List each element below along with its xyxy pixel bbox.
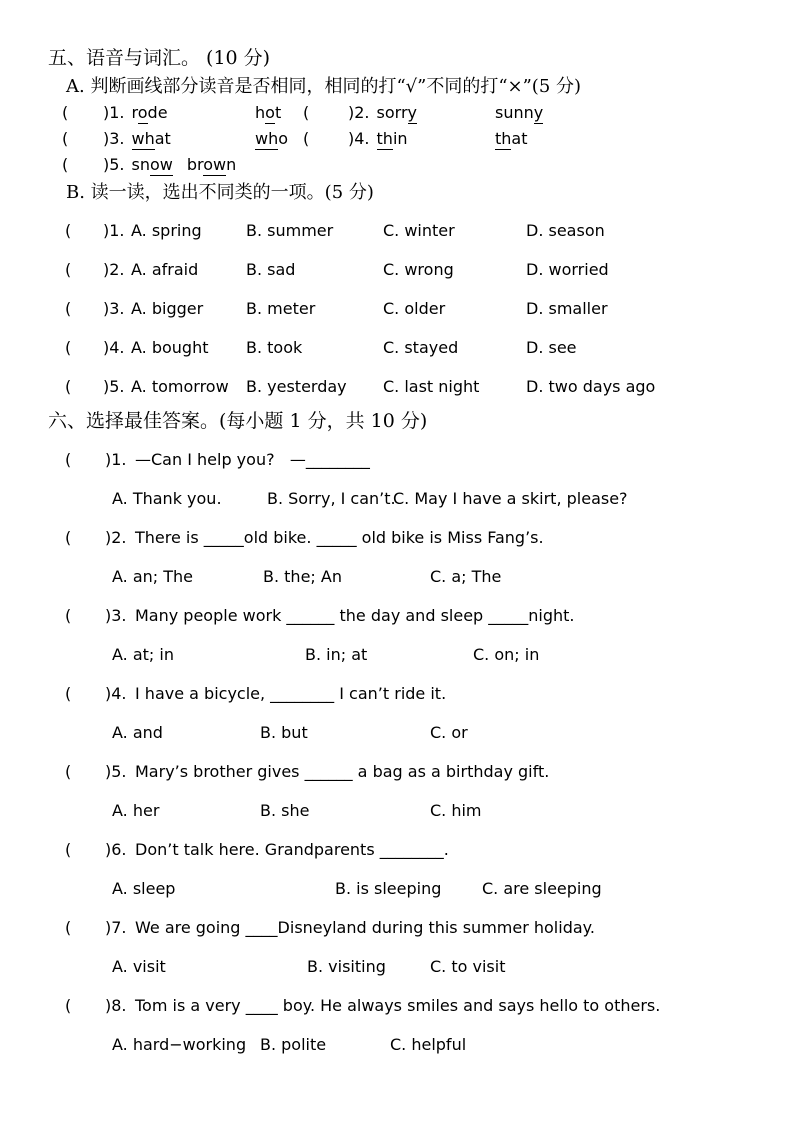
option-a: A. tomorrow <box>131 377 229 396</box>
question-number: )8. <box>105 996 127 1015</box>
word-part-underlined: th <box>376 129 393 148</box>
phonics-word <box>132 155 173 176</box>
word-part: de <box>147 103 168 122</box>
phonics-word <box>495 129 528 148</box>
phonics-item <box>348 129 495 148</box>
options-row <box>0 791 793 830</box>
option-a: A. bought <box>131 338 209 357</box>
question-text: —Can I help you? —________ <box>135 450 370 469</box>
answer-paren: ( <box>65 221 72 240</box>
phonics-item <box>103 155 173 174</box>
option-d: D. two days ago <box>526 377 656 396</box>
phonics-word <box>255 103 303 122</box>
question-text: We are going ____Disneyland during this summer holiday. <box>135 918 595 937</box>
question-row <box>0 596 793 635</box>
options-row <box>0 635 793 674</box>
word-part-underlined: wh <box>131 129 155 148</box>
word-part-underlined: o <box>137 103 148 122</box>
question-number: )5. <box>105 762 127 781</box>
word-part: sunn <box>495 103 534 122</box>
question-number: )4. <box>348 129 370 148</box>
word-part: br <box>186 155 204 174</box>
option-a: A. an; The <box>112 567 194 586</box>
question-row <box>0 986 793 1025</box>
answer-paren: ( <box>65 528 72 547</box>
answer-paren: ( <box>65 260 72 279</box>
option-c: C. older <box>383 299 446 318</box>
phonics-word <box>132 103 168 124</box>
option-b: B. polite <box>260 1035 327 1054</box>
multiple-choice-section <box>0 440 793 1064</box>
phonics-word <box>377 129 408 150</box>
option-a: A. her <box>112 801 160 820</box>
phonics-word <box>377 103 417 124</box>
question-row <box>0 752 793 791</box>
option-d: D. season <box>526 221 605 240</box>
question-row <box>0 674 793 713</box>
option-a: A. sleep <box>112 879 176 898</box>
word-part-underlined: y <box>407 103 417 122</box>
category-row <box>0 250 793 289</box>
answer-paren: ( <box>65 996 72 1015</box>
question-text: Mary’s brother gives ______ a bag as a birthday gift. <box>135 762 550 781</box>
question-text: There is _____old bike. _____ old bike is Miss Fang’s. <box>135 528 544 547</box>
option-c: C. or <box>430 723 468 742</box>
option-c: C. are sleeping <box>482 879 602 898</box>
word-part-underlined: th <box>495 129 512 148</box>
word-part-underlined: o <box>265 103 275 122</box>
question-row <box>0 518 793 557</box>
question-row <box>0 908 793 947</box>
options-row <box>0 479 793 518</box>
option-a: A. at; in <box>112 645 174 664</box>
option-b: B. the; An <box>263 567 342 586</box>
option-c: C. helpful <box>390 1035 467 1054</box>
option-b: B. visiting <box>307 957 386 976</box>
category-row <box>0 211 793 250</box>
option-b: B. in; at <box>305 645 368 664</box>
phonics-item <box>103 103 255 122</box>
option-b: B. she <box>260 801 310 820</box>
question-number: )7. <box>105 918 127 937</box>
word-part-underlined: y <box>533 103 544 122</box>
question-number: )2. <box>103 260 125 279</box>
question-number: )3. <box>103 129 125 148</box>
question-row <box>0 440 793 479</box>
options-row <box>0 557 793 596</box>
question-number: )6. <box>105 840 127 859</box>
category-row <box>0 367 793 406</box>
phonics-word <box>187 155 236 174</box>
word-part: in <box>392 129 408 148</box>
option-b: B. but <box>260 723 308 742</box>
answer-paren: ( <box>65 840 72 859</box>
answer-paren: ( <box>303 103 310 122</box>
options-row <box>0 947 793 986</box>
answer-paren: ( <box>65 377 72 396</box>
word-part: r <box>131 103 138 122</box>
question-number: )5. <box>103 377 125 396</box>
answer-paren: ( <box>65 450 72 469</box>
option-c: C. May I have a skirt, please? <box>393 489 628 508</box>
category-row <box>0 289 793 328</box>
option-b: B. Sorry, I can’t. <box>267 489 396 508</box>
word-part: o <box>278 129 289 148</box>
question-number: )4. <box>105 684 127 703</box>
answer-paren: ( <box>65 606 72 625</box>
question-number: )1. <box>103 221 125 240</box>
option-d: D. worried <box>526 260 609 279</box>
option-a: A. and <box>112 723 163 742</box>
option-c: C. stayed <box>383 338 459 357</box>
part-a-heading: A. 判断画线部分读音是否相同，相同的打“√”不同的打“×”(5 分) <box>66 76 582 97</box>
answer-paren: ( <box>65 918 72 937</box>
option-a: A. bigger <box>131 299 204 318</box>
option-c: C. on; in <box>473 645 540 664</box>
question-number: )2. <box>105 528 127 547</box>
answer-paren: ( <box>303 129 310 148</box>
word-part: sorr <box>376 103 408 122</box>
option-c: C. last night <box>383 377 480 396</box>
word-part: t <box>274 103 282 122</box>
question-text: Many people work ______ the day and sleep _____night. <box>135 606 575 625</box>
answer-paren: ( <box>62 103 69 122</box>
phonics-row <box>0 155 793 181</box>
option-b: B. meter <box>246 299 316 318</box>
word-part: h <box>255 103 266 122</box>
option-a: A. visit <box>112 957 166 976</box>
question-text: Tom is a very ____ boy. He always smiles and says hello to others. <box>135 996 661 1015</box>
question-text: Don’t talk here. Grandparents ________. <box>135 840 449 859</box>
category-row <box>0 328 793 367</box>
answer-paren: ( <box>62 129 69 148</box>
part-b-heading: B. 读一读，选出不同类的一项。(5 分) <box>66 182 374 203</box>
option-c: C. to visit <box>430 957 506 976</box>
option-a: A. hard−working <box>112 1035 247 1054</box>
phonics-section <box>0 103 793 181</box>
question-number: )4. <box>103 338 125 357</box>
phonics-item <box>103 129 255 148</box>
question-text: I have a bicycle, ________ I can’t ride it. <box>135 684 447 703</box>
options-row <box>0 1025 793 1064</box>
word-part: at <box>511 129 528 148</box>
option-c: C. a; The <box>430 567 502 586</box>
question-number: )2. <box>348 103 370 122</box>
word-part-underlined: ow <box>150 155 173 174</box>
option-a: A. afraid <box>131 260 199 279</box>
options-row <box>0 869 793 908</box>
option-a: A. spring <box>131 221 202 240</box>
phonics-word <box>495 103 543 122</box>
phonics-row <box>0 103 793 129</box>
question-number: )1. <box>103 103 125 122</box>
option-c: C. wrong <box>383 260 454 279</box>
option-b: B. is sleeping <box>335 879 442 898</box>
question-number: )3. <box>103 299 125 318</box>
word-part: at <box>154 129 171 148</box>
option-b: B. sad <box>246 260 296 279</box>
category-section <box>0 211 793 406</box>
option-b: B. yesterday <box>246 377 347 396</box>
option-c: C. winter <box>383 221 455 240</box>
options-row <box>0 713 793 752</box>
option-d: D. see <box>526 338 577 357</box>
section-five-title: 五、语音与词汇。 (10 分) <box>48 47 271 69</box>
word-part: sn <box>131 155 150 174</box>
word-part: n <box>226 155 237 174</box>
answer-paren: ( <box>65 299 72 318</box>
phonics-item <box>348 103 495 122</box>
question-number: )5. <box>103 155 125 174</box>
answer-paren: ( <box>65 338 72 357</box>
answer-paren: ( <box>62 155 69 174</box>
phonics-word <box>132 129 171 150</box>
answer-paren: ( <box>65 684 72 703</box>
option-b: B. took <box>246 338 303 357</box>
phonics-row <box>0 129 793 155</box>
phonics-word <box>255 129 303 148</box>
option-a: A. Thank you. <box>112 489 222 508</box>
word-part-underlined: ow <box>203 155 227 174</box>
question-number: )3. <box>105 606 127 625</box>
question-number: )1. <box>105 450 127 469</box>
word-part-underlined: wh <box>255 129 279 148</box>
section-six-title: 六、选择最佳答案。(每小题 1 分，共 10 分) <box>48 410 428 432</box>
option-b: B. summer <box>246 221 334 240</box>
answer-paren: ( <box>65 762 72 781</box>
question-row <box>0 830 793 869</box>
option-c: C. him <box>430 801 482 820</box>
option-d: D. smaller <box>526 299 608 318</box>
